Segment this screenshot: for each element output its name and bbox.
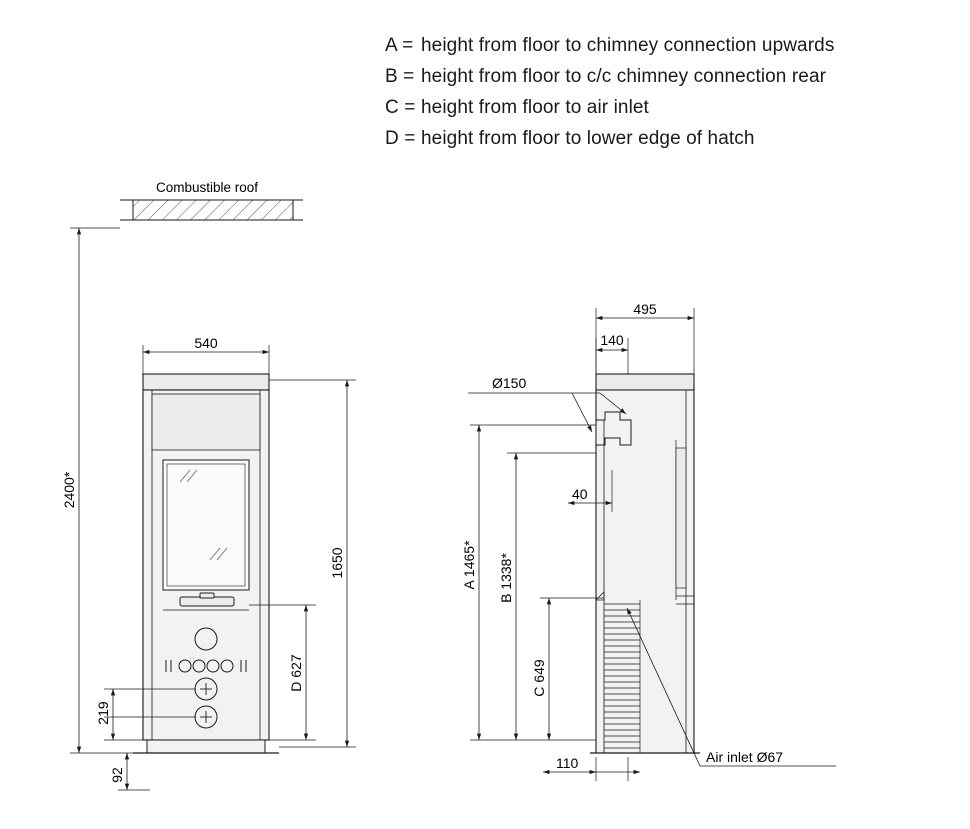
legend-key: C = (385, 97, 416, 118)
dim-stove-height: 1650 (329, 547, 345, 579)
dim-air-inlet: Air inlet Ø67 (706, 749, 784, 765)
dim-flue-offset-140: 140 (600, 332, 624, 348)
dim-219: 219 (95, 701, 111, 725)
legend-text: height from floor to chimney connection upwards (421, 35, 835, 56)
legend-text: height from floor to lower edge of hatch (421, 128, 755, 149)
legend-key: D = (385, 128, 416, 149)
dim-side-width: 495 (633, 301, 657, 317)
dim-front-width: 540 (194, 335, 218, 351)
combustible-roof (120, 180, 303, 220)
dim-base-depth-110: 110 (556, 755, 579, 771)
dim-height-b: B 1338* (498, 553, 514, 603)
dim-height-c: C 649 (531, 659, 547, 697)
side-view (590, 374, 700, 753)
dim-hatch-height: D 627 (288, 654, 304, 692)
dim-flue-diameter: Ø150 (492, 375, 527, 391)
legend-key: A = (385, 35, 414, 56)
front-view (133, 374, 279, 753)
legend-text: height from floor to c/c chimney connection rear (421, 66, 827, 87)
dim-92: 92 (109, 767, 125, 783)
combustible-roof-label: Combustible roof (156, 180, 259, 195)
dim-height-a: A 1465* (461, 540, 477, 590)
dim-ceiling-height: 2400* (61, 471, 77, 509)
legend-key: B = (385, 66, 415, 87)
legend-text: height from floor to air inlet (421, 97, 649, 118)
dim-rear-offset-40: 40 (572, 486, 588, 502)
